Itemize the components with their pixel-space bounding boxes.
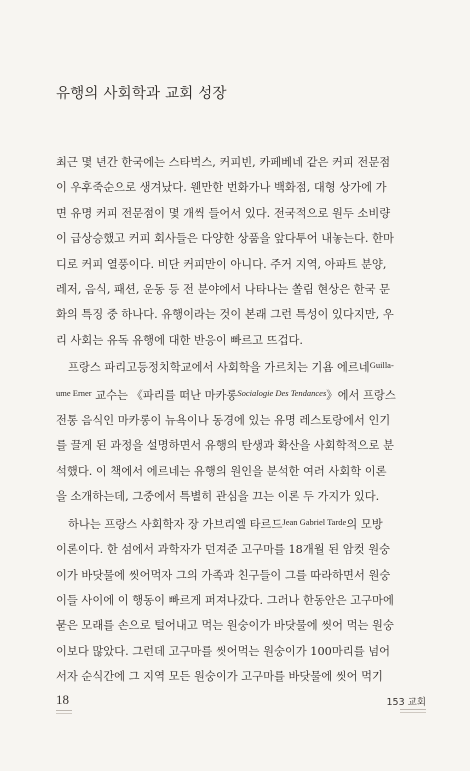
text-line: 디로 커피 열풍이다. 비단 커피만이 아니다. 주거 지역, 아파트 분양, bbox=[56, 257, 387, 271]
paragraph-2 bbox=[56, 353, 428, 509]
page-number-underline bbox=[56, 713, 72, 714]
text-line: 석했다. 이 책에서 에르네는 유행의 원인을 분석한 여러 사회학 이론 bbox=[56, 464, 387, 478]
text-line: 리 사회는 유독 유행에 대한 반응이 빠르고 뜨겁다. bbox=[56, 333, 303, 347]
footnote-name: Guilla- bbox=[369, 360, 394, 371]
text-line: 이들 사이에 이 행동이 빠르게 퍼져나갔다. 그러나 한동안은 고구마에 bbox=[56, 593, 394, 607]
page-number: 18 bbox=[56, 692, 69, 707]
text-line: 레저, 음식, 패션, 운동 등 전 분야에서 나타나는 쏠림 현상은 한국 문 bbox=[56, 283, 391, 297]
text-line: 최근 몇 년간 한국에는 스타벅스, 커피빈, 카페베네 같은 커피 전문점 bbox=[56, 156, 391, 169]
paragraph-3 bbox=[56, 510, 428, 690]
text-run: 의 모방 bbox=[346, 517, 383, 531]
text-run: 》에서 프랑스 bbox=[326, 388, 396, 402]
running-footer-title: 153 교회 bbox=[386, 697, 426, 708]
footer-underline bbox=[400, 709, 426, 710]
footer-underline bbox=[400, 712, 426, 713]
text-line: 묻은 모래를 손으로 털어내고 먹는 원숭이가 바닷물에 씻어 먹는 원숭 bbox=[56, 619, 394, 633]
text-line bbox=[56, 381, 428, 408]
book-original-title: Socialogie Des Tendances bbox=[237, 387, 327, 398]
paragraph-1 bbox=[56, 150, 428, 353]
text-line: 면 유명 커피 전문점이 몇 개씩 들어서 있다. 전국적으로 원두 소비량 bbox=[56, 206, 391, 220]
text-line bbox=[56, 353, 428, 380]
text-line bbox=[56, 510, 428, 537]
text-line: 화의 특징 중 하나다. 유행이라는 것이 본래 그런 특성이 있다지만, 우 bbox=[56, 308, 394, 322]
page-number-underline bbox=[56, 710, 72, 711]
section-heading: 유행의 사회학과 교회 성장 bbox=[56, 86, 227, 102]
text-run: 교수는 《파리를 떠난 마카롱 bbox=[91, 388, 238, 402]
text-line: 를 끌게 된 과정을 설명하면서 유행의 탄생과 확산을 사회학적으로 분 bbox=[56, 439, 394, 453]
text-line: 이가 바닷물에 씻어먹자 그의 가족과 친구들이 그를 따라하면서 원숭 bbox=[56, 568, 391, 582]
text-line: 이 급상승했고 커피 회사들은 다양한 상품을 앞다투어 내놓는다. 한마 bbox=[56, 232, 394, 246]
text-line: 서자 순식간에 그 지역 모든 원숭이가 고구마를 바닷물에 씻어 먹기 bbox=[56, 670, 383, 684]
text-line: 전통 음식인 마카롱이 뉴욕이나 동경에 있는 유명 레스토랑에서 인기 bbox=[56, 414, 391, 428]
footnote-name: ume Erner bbox=[56, 387, 92, 398]
text-run: 프랑스 파리고등정치학교에서 사회학을 가르치는 기욤 에르네 bbox=[68, 361, 370, 375]
footnote-name: Jean Gabriel Tarde bbox=[282, 516, 347, 527]
text-line: 이 우후죽순으로 생겨났다. 웬만한 번화가나 백화점, 대형 상가에 가 bbox=[56, 181, 387, 195]
text-line: 이보다 많았다. 그런데 고구마를 씻어먹는 원숭이가 100마리를 넘어 bbox=[56, 644, 391, 658]
text-line: 이론이다. 한 섬에서 과학자가 던져준 고구마를 18개월 된 암컷 원숭 bbox=[56, 543, 391, 557]
text-run: 하나는 프랑스 사회학자 장 가브리엘 타르드 bbox=[68, 517, 283, 531]
body-text bbox=[56, 150, 428, 690]
text-line: 을 소개하는데, 그중에서 특별히 관심을 끄는 이론 두 가지가 있다. bbox=[56, 490, 380, 504]
